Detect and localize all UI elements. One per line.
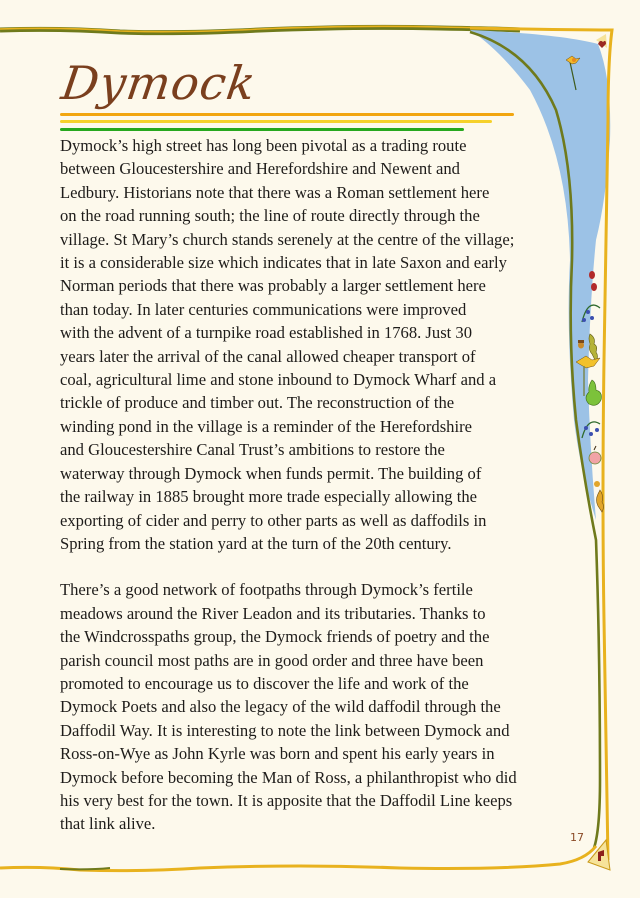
text-line: Norman periods that there was probably a larger settlement here <box>60 276 486 296</box>
text-line: There’s a good network of footpaths through Dymock’s fertile <box>60 580 473 600</box>
title-rule-green <box>60 128 464 131</box>
text-line: parish council most paths are in good order and three have been <box>60 650 484 670</box>
text-line: coal, agricultural lime and stone inbound to Dymock Wharf and a <box>60 370 497 390</box>
pear-icon <box>586 380 601 405</box>
text-line: Ledbury. Historians note that there was a Roman settlement here <box>60 182 490 202</box>
text-line: village. St Mary’s church stands serenely at the centre of the village; <box>60 229 515 249</box>
text-line: Dymock’s high street has long been pivotal as a trading route <box>60 136 467 155</box>
oak-leaf-icon <box>589 334 598 362</box>
page-title: Dymock <box>58 56 260 110</box>
paragraph-2 <box>60 578 560 835</box>
text-line: promoted to encourage us to discover the life and work of the <box>60 673 469 693</box>
text-line: than today. In later centuries communications were improved <box>60 299 467 319</box>
text-line: his very best for the town. It is apposite that the Daffodil Line keeps <box>60 790 513 810</box>
text-line: Spring from the station yard at the turn of the 20th century. <box>60 533 452 553</box>
top-border-line <box>0 27 520 32</box>
text-line: the Windcrosspaths group, the Dymock friends of poetry and the <box>60 627 490 647</box>
text-line: Dymock Poets and also the legacy of the wild daffodil through the <box>60 697 501 717</box>
text-line: meadows around the River Leadon and its tributaries. Thanks to <box>60 603 486 623</box>
text-line: the railway in 1885 brought more trade especially allowing the <box>60 487 478 507</box>
text-line: that link alive. <box>60 814 156 834</box>
text-line: it is a considerable size which indicates that in late Saxon and early <box>60 253 507 273</box>
text-line: exporting of cider and perry to other parts as well as daffodils in <box>60 510 487 530</box>
text-line: trickle of produce and timber out. The reconstruction of the <box>60 393 455 413</box>
title-rule-orange <box>60 113 514 116</box>
body-text <box>60 134 560 859</box>
acorn-icon <box>578 340 584 349</box>
text-line: Dymock before becoming the Man of Ross, a philanthropist who did <box>60 767 517 787</box>
text-line: Ross-on-Wye as John Kyrle was born and spent his early years in <box>60 744 495 764</box>
title-rule-yellow <box>60 120 492 123</box>
text-line: between Gloucestershire and Herefordshire and Newent and <box>60 159 460 179</box>
text-line: winding pond in the village is a reminder of the Herefordshire <box>60 416 472 436</box>
text-line: years later the arrival of the canal allowed cheaper transport of <box>60 346 476 366</box>
paragraph-1 <box>60 134 560 555</box>
text-line: Daffodil Way. It is interesting to note the link between Dymock and <box>60 720 510 740</box>
acorn-icon-2 <box>594 481 600 487</box>
text-line: waterway through Dymock when funds permit. The building of <box>60 463 482 483</box>
text-line: on the road running south; the line of route directly through the <box>60 206 480 226</box>
text-line: with the advent of a turnpike road established in 1768. Just 30 <box>60 323 472 343</box>
text-line: and Gloucestershire Canal Trust’s ambitions to restore the <box>60 440 445 460</box>
page-number: 17 <box>570 831 584 844</box>
